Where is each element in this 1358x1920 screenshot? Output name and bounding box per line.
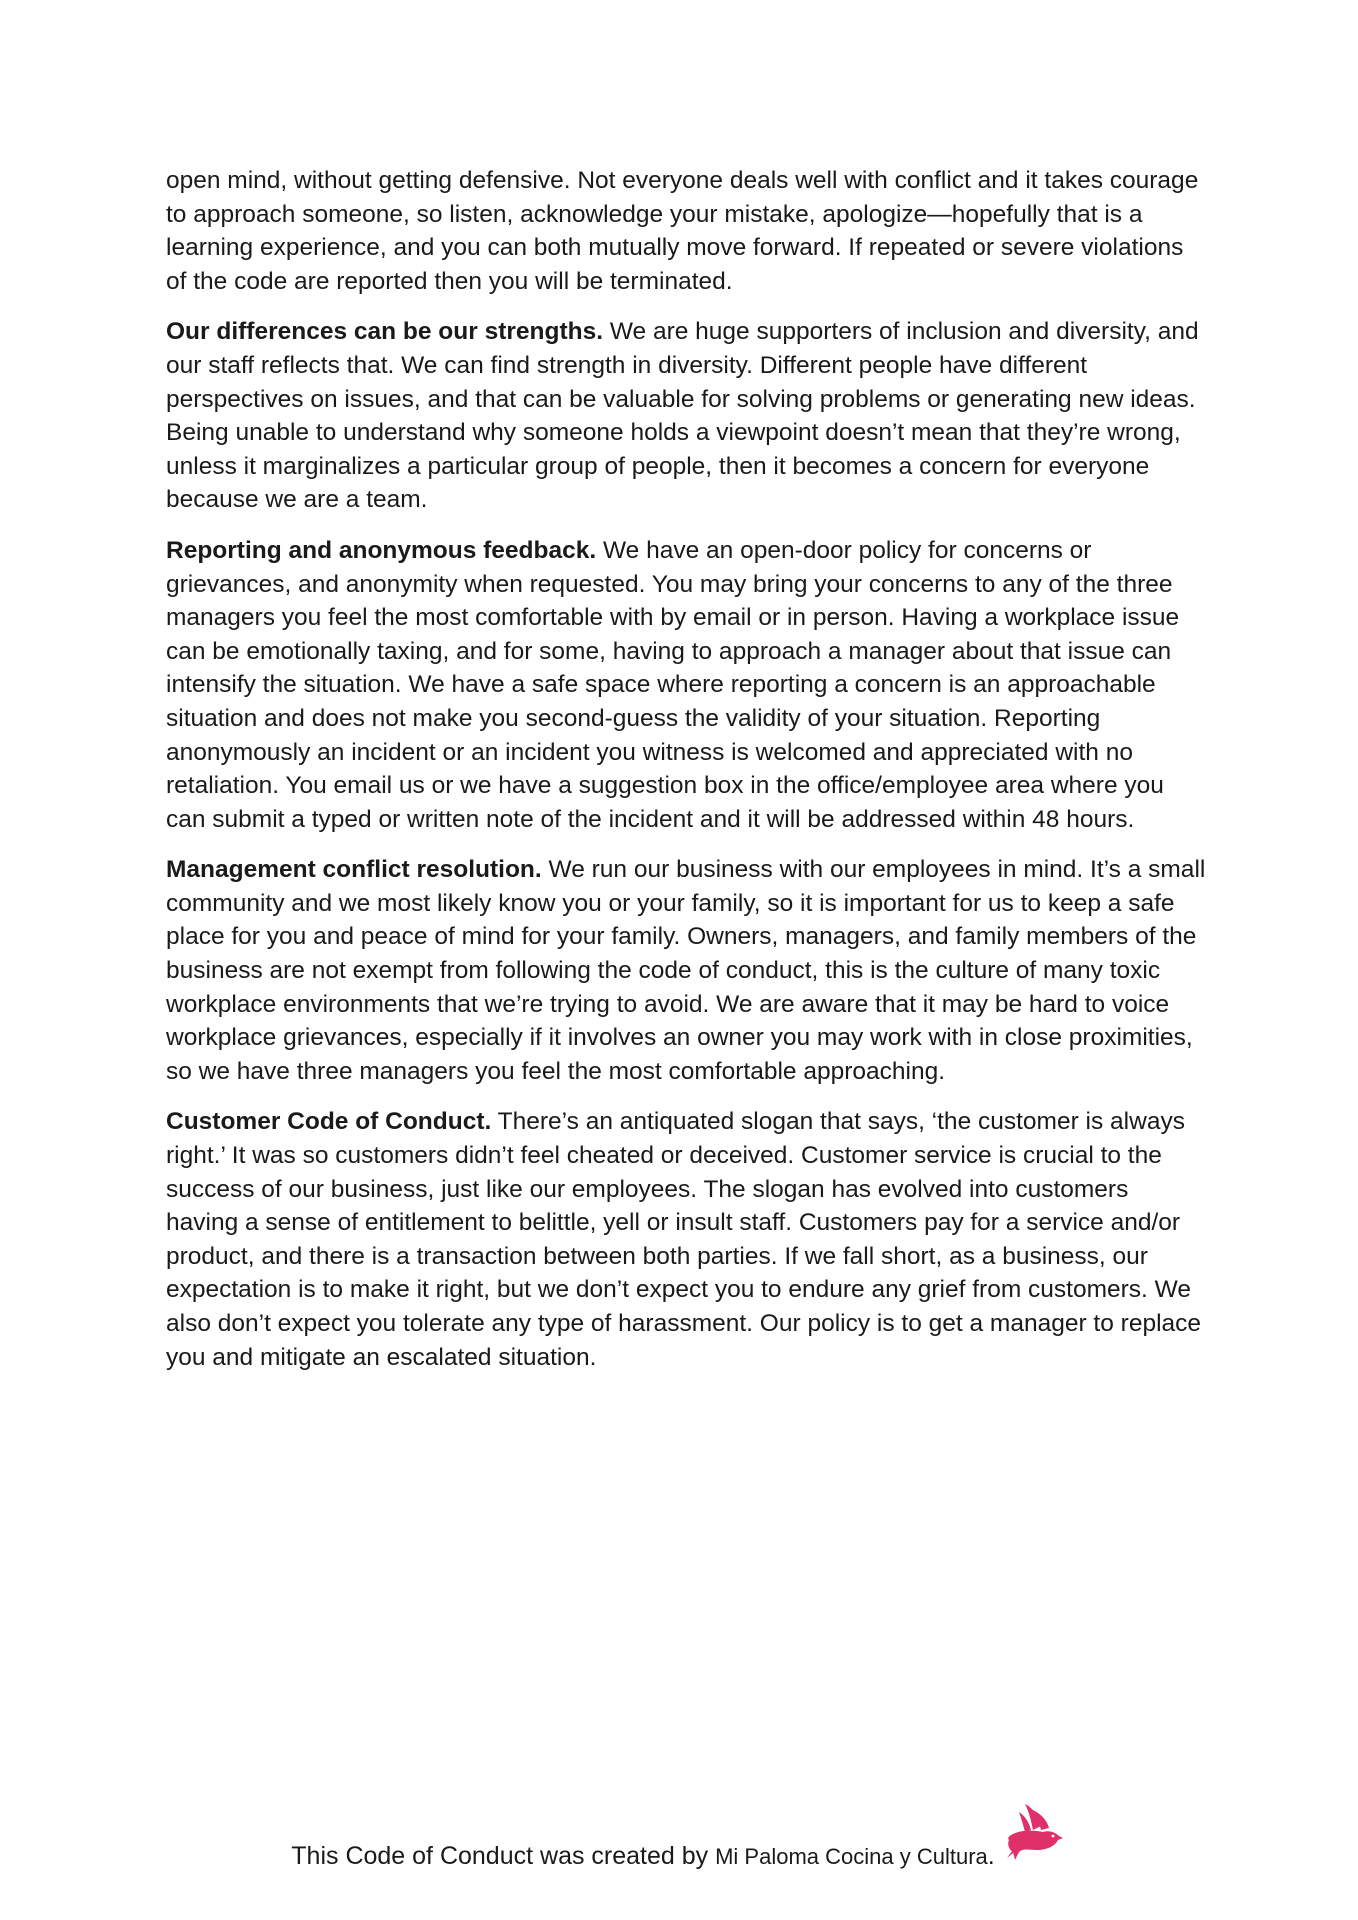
- page-footer: [0, 1808, 1358, 1872]
- paragraph-reporting-feedback: [166, 534, 1206, 836]
- footer-prefix: This Code of Conduct was created by: [291, 1842, 716, 1870]
- paragraph-text: There’s an antiquated slogan that says, ‘the customer is always right.’ It was so customers didn’t feel cheated or deceived. Customer service is crucial to the success of our business, just like our employees. The slogan has evolved into customers having a sense of entitlement to belittle, yell or insult staff. Customers pay for a service and/or product, and there is a transaction between both parties. If we fall short, as a business, our expectation is to make it right, but we don’t expect you to endure any grief from customers. We also don’t expect you tolerate any type of harassment. Our policy is to get a manager to replace you and mitigate an escalated situation.: [166, 1108, 1202, 1371]
- paragraph-lead: Reporting and anonymous feedback.: [166, 536, 597, 564]
- footer-text: [291, 1841, 994, 1872]
- footer-suffix: .: [987, 1842, 995, 1870]
- dove-icon: [1003, 1800, 1067, 1864]
- paragraph-text: We are huge supporters of inclusion and diversity, and our staff reflects that. We can find strength in diversity. Different people have different perspectives on issues, and that can be valuable for solving problems or generating new ideas. Being unable to understand why someone holds a viewpoint doesn’t mean that they’re wrong, unless it marginalizes a particular group of people, then it becomes a concern for everyone because we are a team.: [166, 318, 1199, 514]
- paragraph-text: We run our business with our employees in mind. It’s a small community and we most likely know you or your family, so it is important for us to keep a safe place for you and peace of mind for your family. Owners, managers, and family members of the business are not exempt from following the code of conduct, this is the culture of many toxic workplace environments that we’re trying to avoid. We are aware that it may be hard to voice workplace grievances, especially if it involves an owner you may work with in close proximities, so we have three managers you feel the most comfortable approaching.: [166, 856, 1206, 1085]
- paragraph-differences-strengths: [166, 315, 1206, 517]
- paragraph-lead: Management conflict resolution.: [166, 856, 542, 884]
- paragraph-customer-code: [166, 1105, 1206, 1374]
- paragraph-lead: Our differences can be our strengths.: [166, 318, 604, 346]
- paragraph-management-conflict: [166, 853, 1206, 1088]
- paragraph-text: open mind, without getting defensive. Not everyone deals well with conflict and it takes courage to approach someone, so listen, acknowledge your mistake, apologize—hopefully that is a learning experience, and you can both mutually move forward. If repeated or severe violations of the code are reported then you will be terminated.: [166, 167, 1199, 295]
- footer-org-name: Mi Paloma Cocina y Cultura: [715, 1844, 988, 1869]
- paragraph-text: We have an open-door policy for concerns or grievances, and anonymity when requested. You may bring your concerns to any of the three managers you feel the most comfortable with by email or in person. Having a workplace issue can be emotionally taxing, and for some, having to approach a manager about that issue can intensify the situation. We have a safe space where reporting a concern is an approachable situation and does not make you second-guess the validity of your situation. Reporting anonymously an incident or an incident you witness is welcomed and appreciated with no retaliation. You email us or we have a suggestion box in the office/employee area where you can submit a typed or written note of the incident and it will be addressed within 48 hours.: [166, 536, 1180, 833]
- paragraph-conflict-continuation: [166, 164, 1206, 298]
- paragraph-lead: Customer Code of Conduct.: [166, 1108, 492, 1136]
- document-body: [166, 164, 1206, 1391]
